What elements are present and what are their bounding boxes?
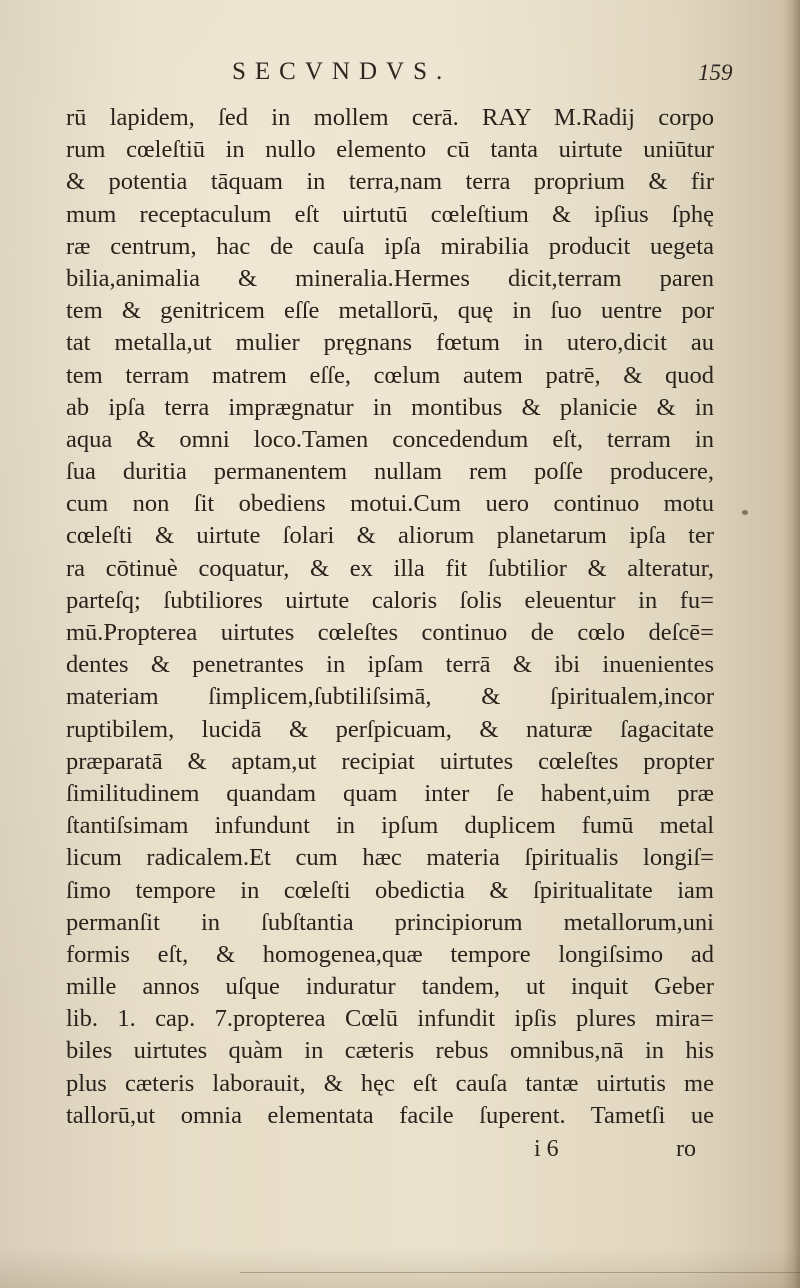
text-line: rum cœleſtiū in nullo elemento cū tanta uirtute uniūtur (66, 136, 714, 164)
text-line: parteſq; ſubtiliores uirtute caloris ſolis eleuentur in fu= (66, 586, 714, 614)
text-line: rū lapidem, ſed in mollem cerā. RAY M.Radij corpo (66, 104, 714, 131)
text-line: materiam ſimplicem,ſubtiliſsimā, & ſpiritualem,incor (66, 683, 714, 711)
text-line: lib. 1. cap. 7.propterea Cœlū infundit ipſis plures mira= (66, 1005, 714, 1033)
text-line: ruptibilem, lucidā & perſpicuam, & naturæ ſagacitate (66, 715, 714, 743)
page-header (0, 58, 800, 92)
text-line: ræ centrum, hac de cauſa ipſa mirabilia producit uegeta (66, 232, 714, 260)
page-bottom-shadow (0, 1248, 800, 1288)
text-line: licum radicalem.Et cum hæc materia ſpiritualis longiſ= (66, 844, 714, 872)
text-line: formis eſt, & homogenea,quæ tempore longiſsimo ad (66, 940, 714, 968)
text-line: mū.Propterea uirtutes cœleſtes continuo de cœlo deſcē= (66, 619, 714, 646)
text-line: tallorū,ut omnia elementata facile ſuperent. Tametſi ue (66, 1101, 714, 1129)
page-number: 159 (698, 60, 733, 85)
page-bottom-line (240, 1272, 800, 1273)
page-footer (0, 1136, 800, 1170)
text-line: præparatā & aptam,ut recipiat uirtutes cœleſtes propter (66, 747, 714, 775)
text-line: ab ipſa terra imprægnatur in montibus & planicie & in (66, 393, 714, 421)
text-line: aqua & omni loco.Tamen concedendum eſt, terram in (66, 425, 714, 453)
text-line: cœleſti & uirtute ſolari & aliorum planetarum ipſa ter (66, 522, 714, 550)
text-line: cum non ſit obediens motui.Cum uero continuo motu (66, 490, 714, 518)
text-line: mille annos uſque induratur tandem, ut inquit Geber (66, 973, 714, 1001)
text-line: biles uirtutes quàm in cæteris rebus omnibus,nā in his (66, 1037, 714, 1065)
text-line: & potentia tāquam in terra,nam terra proprium & fir (66, 168, 714, 196)
signature-mark: i 6 (534, 1136, 559, 1162)
text-line: ſimo tempore in cœleſti obedictia & ſpiritualitate iam (66, 876, 714, 904)
page-edge-shadow (782, 0, 800, 1288)
ink-spot (742, 510, 748, 515)
text-line: bilia,animalia & mineralia.Hermes dicit,terram paren (66, 264, 714, 292)
text-line: tem terram matrem eſſe, cœlum autem patrē, & quod (66, 361, 714, 389)
text-line: ſtantiſsimam infundunt in ipſum duplicem fumū metal (66, 812, 714, 840)
text-line: ſua duritia permanentem nullam rem poſſe producere, (66, 458, 714, 486)
text-line: mum receptaculum eſt uirtutū cœleſtium & ipſius ſphę (66, 200, 714, 228)
text-line: tem & genitricem eſſe metallorū, quę in ſuo uentre por (66, 297, 714, 325)
text-line: permanſit in ſubſtantia principiorum metallorum,uni (66, 908, 714, 936)
text-line: tat metalla,ut mulier pręgnans fœtum in utero,dicit au (66, 329, 714, 357)
body-text (66, 102, 714, 1132)
text-line: ra cōtinuè coquatur, & ex illa fit ſubtilior & alteratur, (66, 554, 714, 582)
running-head: SECVNDVS. (232, 58, 452, 85)
text-line: dentes & penetrantes in ipſam terrā & ibi inuenientes (66, 651, 714, 679)
text-line: plus cæteris laborauit, & hęc eſt cauſa tantæ uirtutis me (66, 1069, 714, 1097)
text-line: ſimilitudinem quandam quam inter ſe habent,uim præ (66, 779, 714, 807)
catchword: ro (676, 1136, 696, 1162)
